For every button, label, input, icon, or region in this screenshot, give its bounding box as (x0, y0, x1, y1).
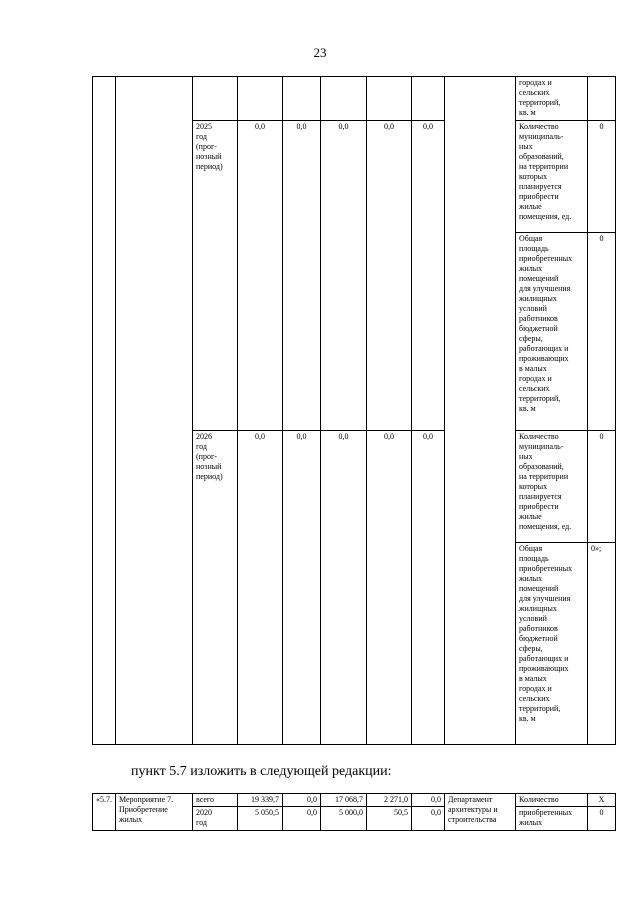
value-other: 0,0 (412, 431, 445, 745)
indicator-value (588, 77, 616, 121)
indicator-value: 0 (588, 431, 616, 543)
event-cell (116, 77, 193, 745)
value-total: 0,0 (238, 431, 283, 745)
value-federal: 0,0 (283, 807, 321, 831)
event-name: Мероприятие 7. Приобретение жилых (116, 794, 193, 831)
indicator-text: Общая площадь приобретенных жилых помещений для улучшения жилищных условий работников бюджетной сферы, работающих и проживающих в малых городах и сельских территорий, кв. м (516, 233, 588, 431)
section-heading: пункт 5.7 изложить в следующей редакции: (131, 764, 392, 779)
executor-cell (445, 77, 516, 745)
bottom-table (92, 793, 616, 831)
value-regional: 17 068,7 (321, 794, 367, 807)
row-number: «5.7. (93, 794, 116, 831)
value-federal: 0,0 (283, 794, 321, 807)
indicator-value: 0 (588, 121, 616, 233)
value-other: 0,0 (412, 807, 445, 831)
main-table (92, 76, 616, 745)
value-total: 0,0 (238, 121, 283, 431)
indicator-value: 0»; (588, 543, 616, 745)
indicator-text: приобретенных жилых (516, 807, 588, 831)
indicator-value: 0 (588, 807, 616, 831)
executor-name: Департамент архитектуры и строительства (445, 794, 516, 831)
value-regional: 5 000,0 (321, 807, 367, 831)
value-other: 0,0 (412, 794, 445, 807)
indicator-text: Общая площадь приобретенных жилых помещений для улучшения жилищных условий работников бюджетной сферы, работающих и проживающих в малых городах и сельских территорий, кв. м (516, 543, 588, 745)
period-cell: всего (193, 794, 238, 807)
value-regional: 0,0 (321, 431, 367, 745)
period-year: 2025 год (прог- нозный период) (193, 121, 238, 431)
value-other: 0,0 (412, 121, 445, 431)
indicator-value: 0 (588, 233, 616, 431)
indicator-text: Количество (516, 794, 588, 807)
indicator-value: Х (588, 794, 616, 807)
value-local: 0,0 (367, 121, 412, 431)
value-total: 5 050,5 (238, 807, 283, 831)
value-federal: 0,0 (283, 121, 321, 431)
value-local: 2 271,0 (367, 794, 412, 807)
value-total: 19 339,7 (238, 794, 283, 807)
period-cell (193, 77, 238, 121)
value-local: 0,0 (367, 431, 412, 745)
value-regional: 0,0 (321, 121, 367, 431)
value-federal: 0,0 (283, 431, 321, 745)
number-cell (93, 77, 116, 745)
period-year: 2026 год (прог- нозный период) (193, 431, 238, 745)
indicator-text: городах и сельских территорий, кв. м (516, 77, 588, 121)
indicator-text: Количество муниципаль- ных образований, на территории которых планируется приобрести жилые помещения, ед. (516, 431, 588, 543)
value-local: 50,5 (367, 807, 412, 831)
indicator-text: Количество муниципаль- ных образований, на территории которых планируется приобрести жилые помещения, ед. (516, 121, 588, 233)
page-number: 23 (313, 45, 327, 60)
period-cell: 2020 год (193, 807, 238, 831)
